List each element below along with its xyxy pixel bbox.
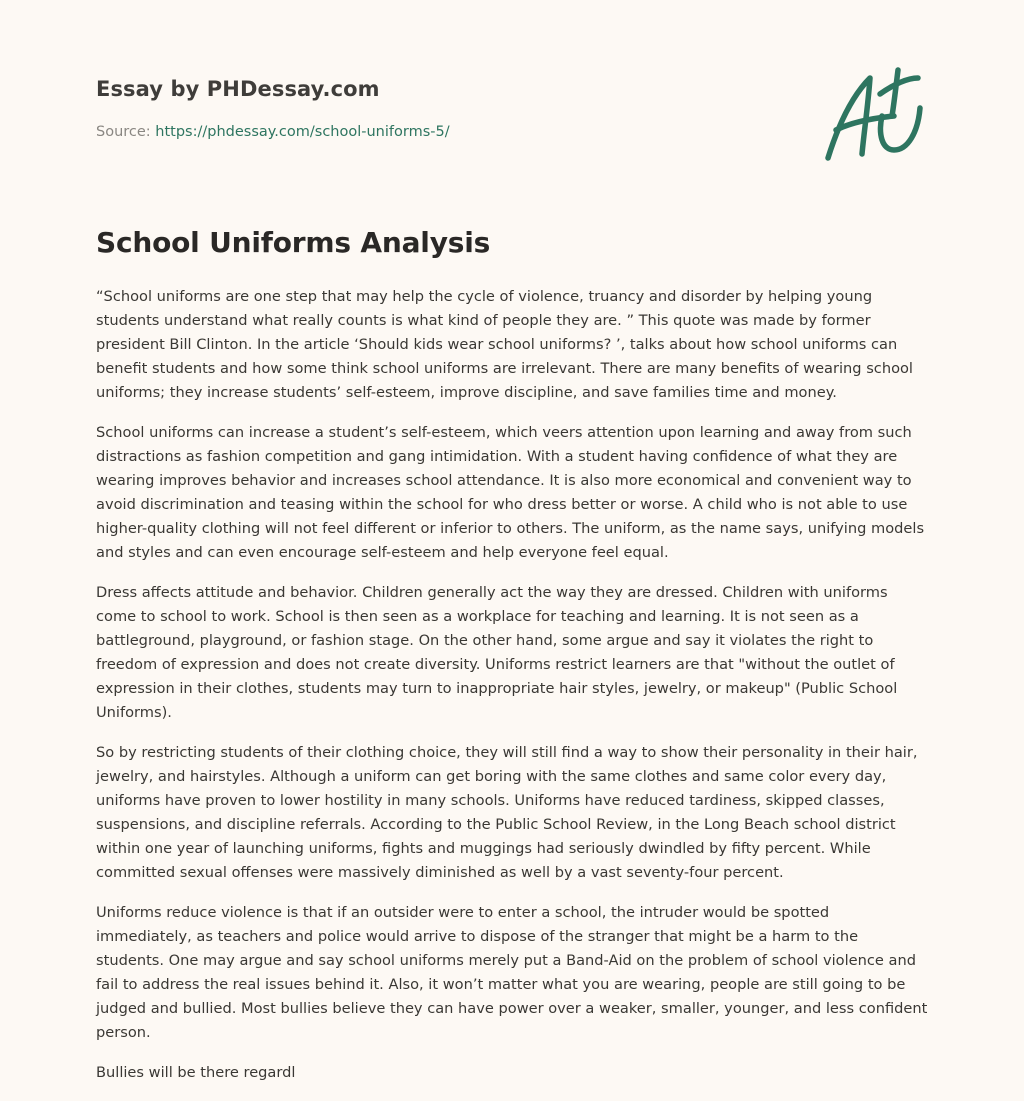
essay-body <box>96 285 928 1101</box>
essay-paragraph: School uniforms can increase a student’s self-esteem, which veers attention upon learning and away from such distractions as fashion competition and gang intimidation. With a student having confidence of what they are wearing improves behavior and increases school attendance. It is also more economical and convenient way to avoid discrimination and teasing within the school for who dress better or worse. A child who is not able to use higher-quality clothing will not feel different or inferior to others. The uniform, as the name says, unifying models and styles and can even encourage self-esteem and help everyone feel equal. <box>96 424 925 561</box>
essay-paragraph-truncated: Bullies will be there regardl <box>96 1064 296 1081</box>
essay-paragraph: So by restricting students of their clothing choice, they will still find a way to show their personality in their hair, jewelry, and hairstyles. Although a uniform can get boring with the same clothes and same color every day, uniforms have proven to lower hostility in many schools. Uniforms have reduced tardiness, skipped classes, suspensions, and discipline referrals. According to the Public School Review, in the Long Beach school district within one year of launching uniforms, fights and muggings had seriously dwindled by fifty percent. While committed sexual offenses were massively diminished as well by a vast seventy-four percent. <box>96 744 918 881</box>
site-brand: Essay by PHDessay.com <box>96 77 380 101</box>
source-link[interactable]: https://phdessay.com/school-uniforms-5/ <box>155 124 450 140</box>
a-plus-logo-icon <box>818 66 930 166</box>
essay-paragraph: Uniforms reduce violence is that if an outsider were to enter a school, the intruder would be spotted immediately, as teachers and police would arrive to dispose of the stranger that might be a harm to the students. One may argue and say school uniforms merely put a Band-Aid on the problem of school violence and fail to address the real issues behind it. Also, it won’t matter what you are wearing, people are still going to be judged and bullied. Most bullies believe they can have power over a weaker, smaller, younger, and less confident person. <box>96 904 928 1041</box>
source-label: Source: <box>96 124 151 140</box>
essay-title: School Uniforms Analysis <box>96 226 491 259</box>
essay-paragraph: Dress affects attitude and behavior. Children generally act the way they are dressed. Children with uniforms come to school to work. School is then seen as a workplace for teaching and learning. It is not seen as a battleground, playground, or fashion stage. On the other hand, some argue and say it violates the right to freedom of expression and does not create diversity. Uniforms restrict learners are that "without the outlet of expression in their clothes, students may turn to inappropriate hair styles, jewelry, or makeup" (Public School Uniforms). <box>96 584 898 721</box>
source-line <box>96 124 450 140</box>
essay-paragraph: “School uniforms are one step that may help the cycle of violence, truancy and disorder by helping young students understand what really counts is what kind of people they are. ” This quote was made by former president Bill Clinton. In the article ‘Should kids wear school uniforms? ’, talks about how school uniforms can benefit students and how some think school uniforms are irrelevant. There are many benefits of wearing school uniforms; they increase students’ self-esteem, improve discipline, and save families time and money. <box>96 288 913 401</box>
